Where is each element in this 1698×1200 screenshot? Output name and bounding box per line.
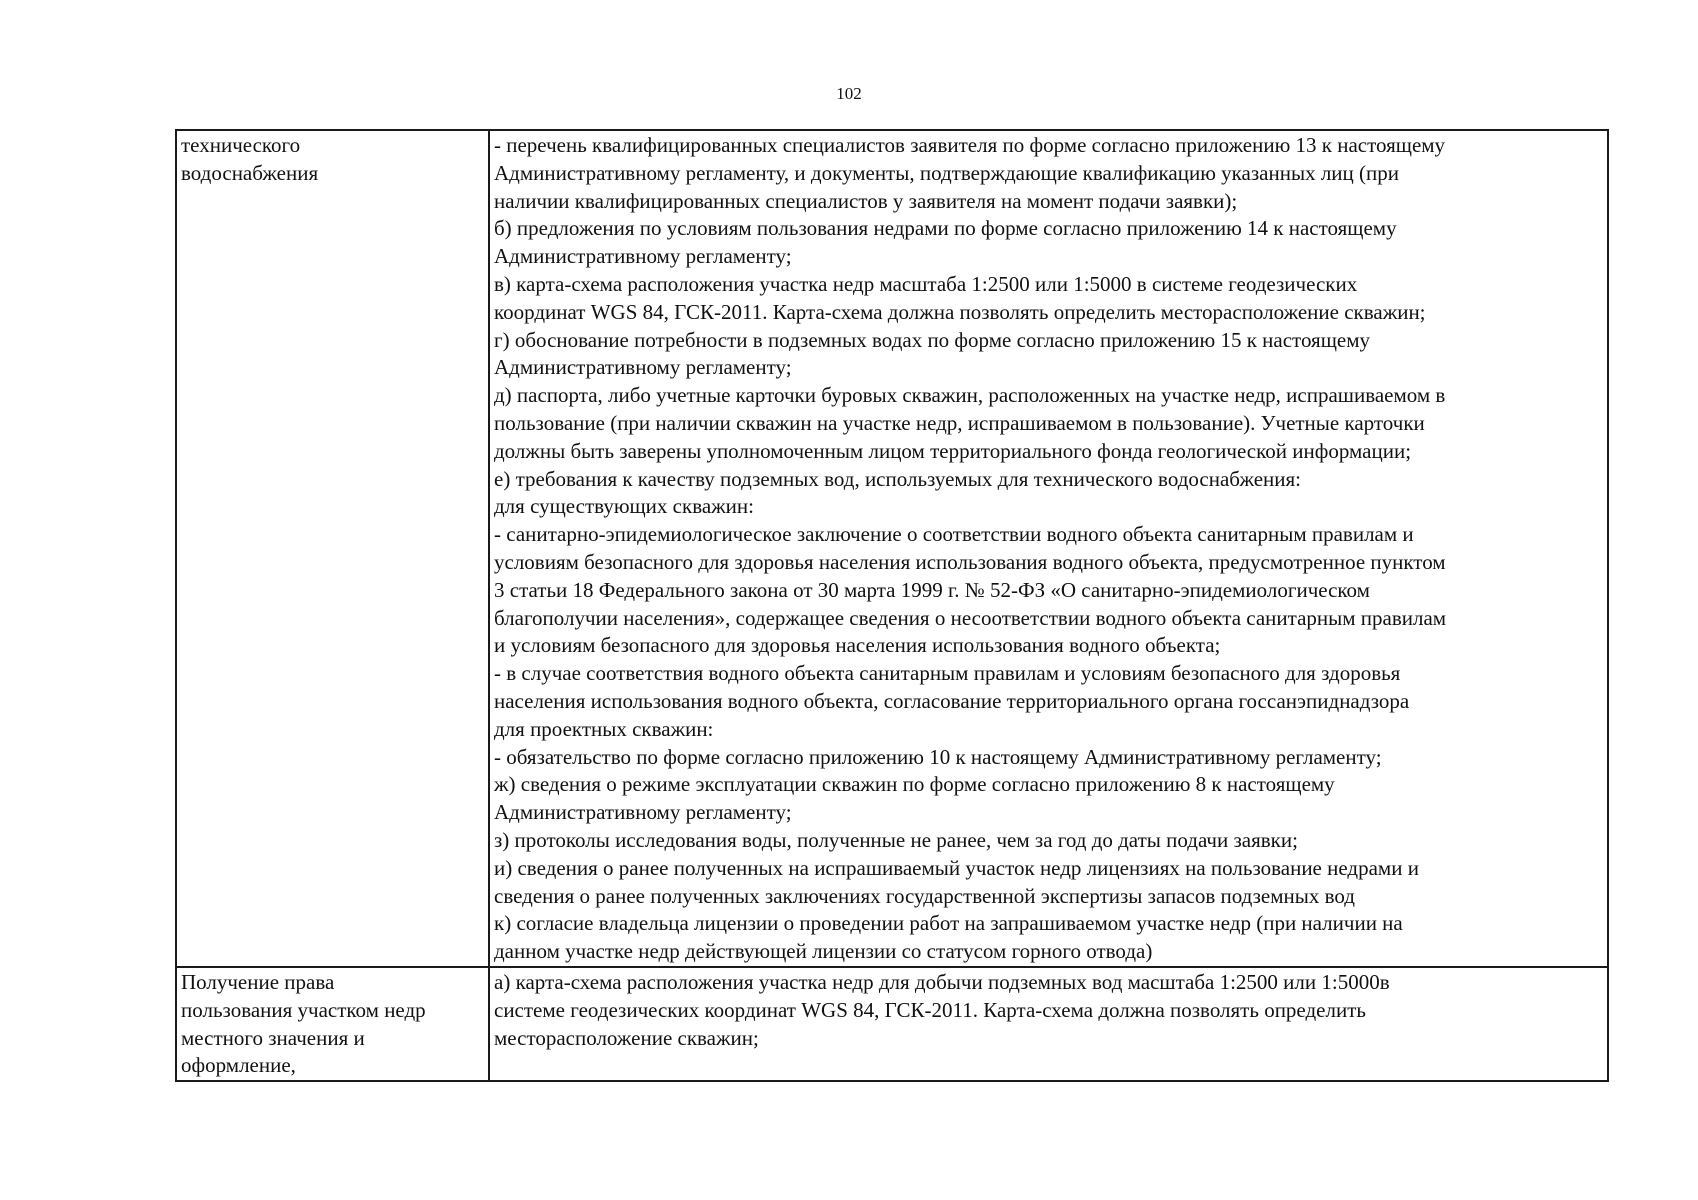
cell-line: - санитарно-эпидемиологическое заключение о соответствии водного объекта санитарным правилам и	[494, 522, 1414, 547]
cell-line: г) обоснование потребности в подземных водах по форме согласно приложению 15 к настоящему	[494, 327, 1370, 352]
cell-line: в) карта-схема расположения участка недр масштаба 1:2500 или 1:5000 в системе геодезических	[494, 271, 1358, 296]
table-cell-documents	[489, 130, 1608, 967]
cell-line: Административному регламенту, и документы, подтверждающие квалификацию указанных лиц (при	[494, 160, 1399, 185]
cell-line: пользование (при наличии скважин на участке недр, испрашиваемом в пользование). Учетные карточки	[494, 410, 1425, 435]
cell-line: е) требования к качеству подземных вод, используемых для технического водоснабжения:	[494, 466, 1301, 491]
cell-line: а) карта-схема расположения участка недр для добычи подземных вод масштаба 1:2500 или 1:5000в	[494, 969, 1390, 994]
cell-line: Административному регламенту;	[494, 244, 792, 269]
cell-line: - в случае соответствия водного объекта санитарным правилам и условиям безопасного для здоровья	[494, 661, 1401, 686]
cell-line: водоснабжения	[181, 160, 319, 185]
table-row	[176, 130, 1608, 967]
cell-line: для существующих скважин:	[494, 494, 754, 519]
cell-line: благополучии населения», содержащее сведения о несоответствии водного объекта санитарным правилам	[494, 605, 1447, 630]
cell-line: - перечень квалифицированных специалистов заявителя по форме согласно приложению 13 к настоящему	[494, 133, 1446, 157]
requirements-table	[175, 129, 1609, 1082]
cell-line: сведения о ранее полученных заключениях государственной экспертизы запасов подземных вод	[494, 883, 1355, 908]
page-number: 102	[836, 84, 862, 103]
cell-line: з) протоколы исследования воды, полученные не ранее, чем за год до даты подачи заявки;	[494, 827, 1298, 852]
table-cell-documents	[489, 967, 1608, 1081]
cell-line: должны быть заверены уполномоченным лицом территориального фонда геологической информации;	[494, 438, 1412, 463]
cell-line: системе геодезических координат WGS 84, ГСК-2011. Карта-схема должна позволять определить	[494, 997, 1366, 1022]
cell-line: наличии квалифицированных специалистов у заявителя на момент подачи заявки);	[494, 188, 1238, 213]
cell-line: условиям безопасного для здоровья населения использования водного объекта, предусмотренное пунктом	[494, 549, 1446, 574]
cell-line: населения использования водного объекта, согласование территориального органа госсанэпиднадзора	[494, 688, 1410, 713]
cell-line: пользования участком недр	[181, 997, 426, 1022]
cell-line: месторасположение скважин;	[494, 1025, 759, 1050]
cell-line: и) сведения о ранее полученных на испрашиваемый участок недр лицензиях на пользование недрами и	[494, 855, 1419, 880]
cell-line: оформление,	[181, 1053, 296, 1078]
cell-line: к) согласие владельца лицензии о проведении работ на запрашиваемом участке недр (при наличии на	[494, 911, 1403, 936]
cell-line: б) предложения по условиям пользования недрами по форме согласно приложению 14 к настоящему	[494, 216, 1397, 241]
cell-line: и условиям безопасного для здоровья населения использования водного объекта;	[494, 633, 1221, 658]
table-cell-service	[176, 130, 489, 967]
cell-line: Административному регламенту;	[494, 355, 792, 380]
cell-line: ж) сведения о режиме эксплуатации скважин по форме согласно приложению 8 к настоящему	[494, 772, 1335, 797]
cell-line: - обязательство по форме согласно приложению 10 к настоящему Административному регламенту;	[494, 744, 1382, 769]
cell-line: координат WGS 84, ГСК-2011. Карта-схема должна позволять определить месторасположение скважин;	[494, 299, 1426, 324]
table-row	[176, 967, 1608, 1081]
cell-line: д) паспорта, либо учетные карточки буровых скважин, расположенных на участке недр, испрашиваемом в	[494, 383, 1446, 408]
cell-line: данном участке недр действующей лицензии со статусом горного отвода)	[494, 939, 1153, 964]
cell-line: местного значения и	[181, 1025, 365, 1050]
cell-line: 3 статьи 18 Федерального закона от 30 марта 1999 г. № 52-ФЗ «О санитарно-эпидемиологическом	[494, 577, 1370, 602]
cell-line: Административному регламенту;	[494, 800, 792, 825]
cell-line: Получение права	[181, 969, 335, 994]
table-cell-service	[176, 967, 489, 1081]
cell-line: технического	[181, 133, 301, 157]
cell-line: для проектных скважин:	[494, 716, 714, 741]
